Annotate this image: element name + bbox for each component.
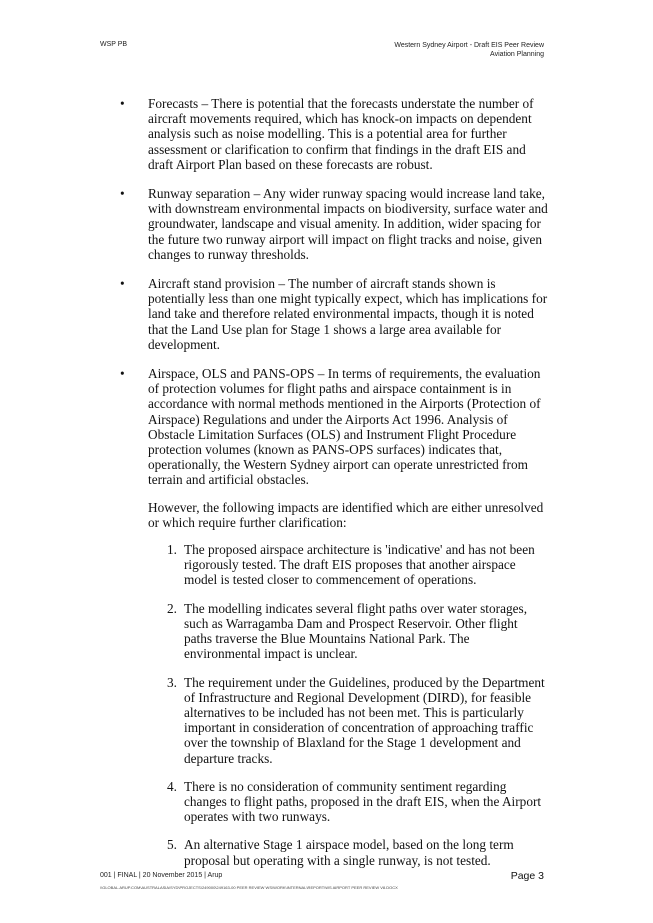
item-text: The requirement under the Guidelines, produced by the Department of Infrastructure and Regional Development (DIRD), for feasible alternatives to be included has not been met. This is particularly important in consideration of concentration of approaching traffic over the township of Blaxland for the Stage 1 development and departure tracks. xyxy=(184,674,545,766)
item-number: 4. xyxy=(167,778,177,794)
bullet-icon: • xyxy=(120,96,125,111)
item-text: There is no consideration of community sentiment regarding changes to flight paths, proposed in the draft EIS, when the Airport operates with two runways. xyxy=(184,778,542,825)
page-number: Page 3 xyxy=(510,870,544,882)
item-text: The modelling indicates several flight paths over water storages, such as Warragamba Dam and Prospect Reservoir. Other flight paths traverse the Blue Mountains National Park. The environmental impact is unclear. xyxy=(184,600,528,662)
item-text: An alternative Stage 1 airspace model, based on the long term proposal but operating with a single runway, is not tested. xyxy=(184,837,514,868)
item-text: The proposed airspace architecture is 'indicative' and has not been rigorously tested. The draft EIS proposes that another airspace model is tested closer to commencement of operations. xyxy=(184,542,535,588)
bullet-item xyxy=(120,276,548,352)
footer-file-path: \\GLOBAL.ARUP.COM\AUSTRALASIA\SYD\PROJECTS\249000\249163-00 PEER REVIEW WS\WORK\INTERNAL\REPORT\WS AIRPORT PEER REVIEW V8.DOCX xyxy=(100,885,398,890)
bullet-text: Runway separation – Any wider runway spacing would increase land take, with downstream environmental impacts on biodiversity, surface water and groundwater, landscape and visual amenity. In addition, wider spacing for the future two runway airport will impact on flight tracks and noise, given changes to runway thresholds. xyxy=(148,186,548,262)
header-title xyxy=(394,41,544,59)
numbered-item xyxy=(120,601,548,662)
footer-document-info: 001 | FINAL | 20 November 2015 | Arup xyxy=(100,872,223,879)
bullet-item xyxy=(120,96,548,172)
item-number: 5. xyxy=(167,837,177,853)
bullet-text: Airspace, OLS and PANS-OPS – In terms of requirements, the evaluation of protection volumes for flight paths and airspace containment is in accordance with normal methods mentioned in the Airports (Protection of Airspace) Regulations and under the Airports Act 1996. Analysis of Obstacle Limitation Surfaces (OLS) and Instrument Flight Procedure protection volumes (known as PANS-OPS surfaces) indicates that, operationally, the Western Sydney airport can operate unrestricted from terrain and artificial obstacles. xyxy=(148,366,541,488)
numbered-item xyxy=(120,542,548,588)
bullet-text: Forecasts – There is potential that the forecasts understate the number of aircraft movements required, which has knock-on impacts on dependent analysis such as noise modelling. This is a potential area for further assessment or clarification to confirm that findings in the draft EIS and draft Airport Plan based on these forecasts are robust. xyxy=(148,96,534,172)
numbered-item xyxy=(120,675,548,766)
header-title-line1: Western Sydney Airport - Draft EIS Peer Review xyxy=(394,42,544,49)
bullet-icon: • xyxy=(120,186,125,202)
intro-paragraph: However, the following impacts are identified which are either unresolved or which require further clarification: xyxy=(148,499,544,530)
bullet-item xyxy=(120,366,548,488)
item-number: 1. xyxy=(167,542,177,558)
numbered-item xyxy=(120,779,548,825)
document-body xyxy=(120,96,548,881)
bullet-icon: • xyxy=(120,276,125,292)
item-number: 2. xyxy=(167,600,177,616)
bullet-item xyxy=(120,186,548,262)
header-title-line2: Aviation Planning xyxy=(490,51,544,58)
bullet-icon: • xyxy=(120,366,125,382)
item-number: 3. xyxy=(167,674,177,690)
numbered-item xyxy=(120,837,548,867)
bullet-text: Aircraft stand provision – The number of aircraft stands shown is potentially less than one might typically expect, which has implications for land take and therefore related environmental impacts, though it is noted that the Land Use plan for Stage 1 shows a large area available for development. xyxy=(148,276,548,352)
header-company: WSP PB xyxy=(100,41,128,48)
